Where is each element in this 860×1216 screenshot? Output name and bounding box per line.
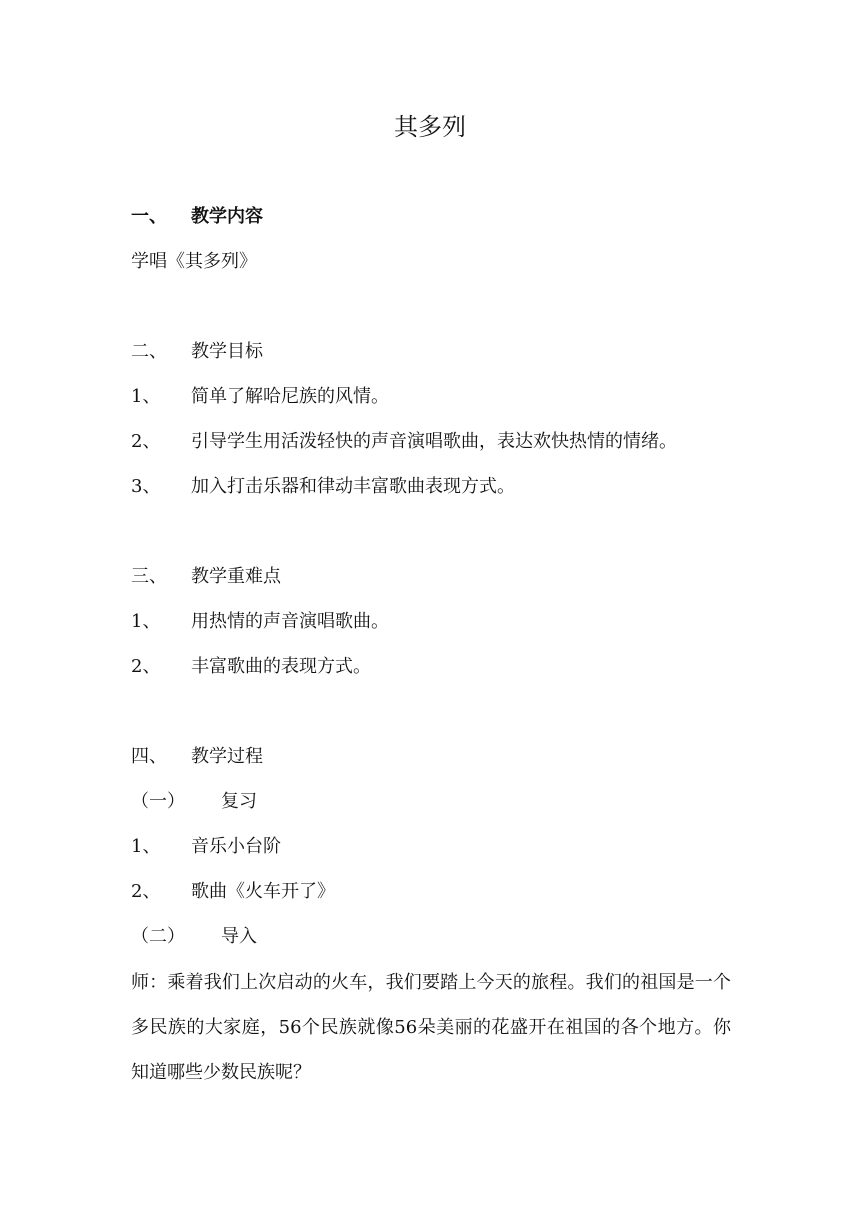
subsection-number: （一） bbox=[131, 791, 185, 812]
body-paragraph: 师：乘着我们上次启动的火车，我们要踏上今天的旅程。我们的祖国是一个多民族的大家庭，56个民族就像56朵美丽的花盛开在祖国的各个地方。你知道哪些少数民族呢？ bbox=[131, 972, 731, 1083]
list-item-number: 1、 bbox=[131, 836, 161, 857]
list-item-number: 2、 bbox=[131, 656, 161, 677]
section-title: 教学内容 bbox=[191, 206, 263, 227]
subsection-title: 导入 bbox=[221, 926, 257, 947]
list-item-text: 简单了解哈尼族的风情。 bbox=[191, 386, 389, 407]
list-item-number: 2、 bbox=[131, 431, 161, 452]
list-item-number: 2、 bbox=[131, 881, 161, 902]
list-item-number: 1、 bbox=[131, 386, 161, 407]
section-number: 二、 bbox=[131, 341, 167, 362]
list-item-text: 音乐小台阶 bbox=[191, 836, 281, 857]
subsection-number: （二） bbox=[131, 926, 185, 947]
subsection-title: 复习 bbox=[221, 791, 257, 812]
list-item-number: 1、 bbox=[131, 611, 161, 632]
document-title: 其多列 bbox=[394, 113, 466, 141]
section-number: 三、 bbox=[131, 566, 167, 587]
list-item-text: 丰富歌曲的表现方式。 bbox=[191, 656, 371, 677]
section-title: 教学目标 bbox=[191, 341, 263, 362]
list-item-text: 歌曲《火车开了》 bbox=[191, 881, 335, 902]
section-title: 教学过程 bbox=[191, 746, 263, 767]
section-body-text: 学唱《其多列》 bbox=[131, 251, 257, 272]
section-number: 一、 bbox=[131, 206, 167, 227]
list-item-text: 加入打击乐器和律动丰富歌曲表现方式。 bbox=[191, 476, 515, 497]
list-item-text: 用热情的声音演唱歌曲。 bbox=[191, 611, 389, 632]
section-number: 四、 bbox=[131, 746, 167, 767]
section-title: 教学重难点 bbox=[191, 566, 281, 587]
list-item-number: 3、 bbox=[131, 476, 161, 497]
list-item-text: 引导学生用活泼轻快的声音演唱歌曲，表达欢快热情的情绪。 bbox=[191, 431, 677, 452]
